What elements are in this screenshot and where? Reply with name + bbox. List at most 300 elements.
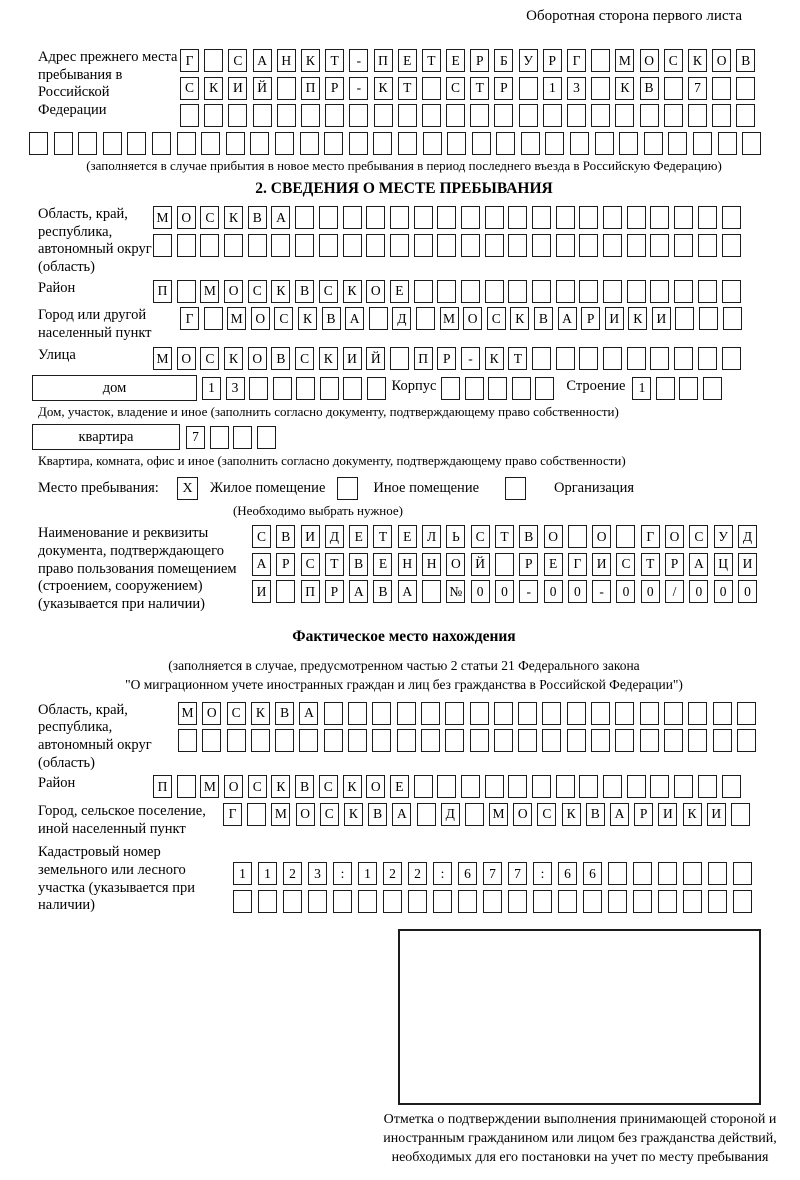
char-box: А [610, 803, 629, 826]
char-box: 7 [688, 77, 707, 100]
char-box: С [319, 280, 338, 303]
stroenie-label: Строение [566, 378, 626, 395]
char-box [204, 307, 223, 330]
prev-address-row-1[interactable] [180, 49, 755, 72]
char-box [693, 132, 712, 155]
char-box [423, 132, 442, 155]
char-box [494, 702, 513, 725]
char-box: М [178, 702, 197, 725]
char-box [650, 280, 669, 303]
char-box [253, 104, 272, 127]
char-box [200, 234, 219, 257]
char-box [591, 77, 610, 100]
char-box [483, 890, 502, 913]
char-box: А [689, 553, 708, 576]
char-box [437, 206, 456, 229]
char-box [532, 206, 551, 229]
char-box: 3 [226, 377, 245, 400]
char-box [683, 862, 702, 885]
char-box: Т [398, 77, 417, 100]
char-box: И [738, 553, 757, 576]
char-box [698, 234, 717, 257]
char-box [485, 775, 504, 798]
char-box: Г [567, 49, 586, 72]
stroenie-row[interactable] [632, 377, 722, 400]
char-box [494, 104, 513, 127]
char-box: И [592, 553, 611, 576]
char-box [579, 206, 598, 229]
char-box [532, 280, 551, 303]
actual-region-row-2[interactable] [178, 729, 756, 752]
char-box [650, 206, 669, 229]
actual-location-title: Фактическое место нахождения [292, 627, 516, 645]
char-box [567, 729, 586, 752]
char-box: Р [519, 553, 538, 576]
char-box [177, 132, 196, 155]
char-box: 6 [583, 862, 602, 885]
char-box [233, 426, 252, 449]
document-row-1[interactable] [252, 525, 757, 548]
region-row-2[interactable] [153, 234, 741, 257]
char-box [226, 132, 245, 155]
char-box: Г [223, 803, 242, 826]
house-note: Дом, участок, владение и иное (заполнить согласно документу, подтверждающему право собственности) [38, 404, 619, 420]
apartment-block [32, 424, 770, 450]
street-block [38, 347, 770, 370]
char-box: Т [325, 49, 344, 72]
char-box: В [640, 77, 659, 100]
char-box [712, 104, 731, 127]
char-box [508, 234, 527, 257]
char-box: С [200, 347, 219, 370]
char-box [204, 49, 223, 72]
korpus-row[interactable] [441, 377, 554, 400]
char-box: Е [390, 775, 409, 798]
street-label: Улица [38, 347, 76, 364]
char-box [627, 347, 646, 370]
region-block [38, 206, 770, 277]
char-box: 0 [738, 580, 757, 603]
char-box: К [510, 307, 529, 330]
char-box [422, 77, 441, 100]
char-box: Е [398, 49, 417, 72]
char-box [276, 580, 295, 603]
char-box [233, 890, 252, 913]
char-box [674, 775, 693, 798]
char-box: П [153, 280, 172, 303]
char-box: Д [738, 525, 757, 548]
char-box: К [615, 77, 634, 100]
char-box [737, 702, 756, 725]
char-box: С [301, 553, 320, 576]
char-box: В [349, 553, 368, 576]
char-box [674, 206, 693, 229]
char-box: К [628, 307, 647, 330]
char-box: 0 [714, 580, 733, 603]
char-box [688, 702, 707, 725]
char-box [627, 280, 646, 303]
char-box: П [414, 347, 433, 370]
char-box [556, 280, 575, 303]
char-box: О [296, 803, 315, 826]
city-label: Город или другой населенный пункт [38, 307, 152, 341]
stay-type-label: Место пребывания: [38, 480, 159, 497]
char-box [367, 377, 386, 400]
stay-type-checkbox-other[interactable] [337, 477, 358, 500]
char-box [674, 347, 693, 370]
char-box [127, 132, 146, 155]
char-box [718, 132, 737, 155]
char-box: Т [508, 347, 527, 370]
char-box: Й [253, 77, 272, 100]
char-box: Г [180, 49, 199, 72]
char-box: К [374, 77, 393, 100]
char-box [543, 104, 562, 127]
actual-city-row[interactable] [223, 803, 750, 826]
char-box [650, 234, 669, 257]
district-row[interactable] [153, 280, 741, 303]
stay-type-checkbox-residential[interactable]: X [177, 477, 198, 500]
char-box: М [153, 347, 172, 370]
char-box: - [349, 49, 368, 72]
actual-city-block [38, 803, 770, 838]
char-box [627, 206, 646, 229]
cadastral-row-1[interactable] [233, 862, 752, 885]
char-box [674, 234, 693, 257]
document-row-3[interactable] [252, 580, 757, 603]
char-box: 7 [483, 862, 502, 885]
stay-type-block [38, 477, 770, 500]
char-box [437, 234, 456, 257]
char-box [608, 890, 627, 913]
char-box [650, 347, 669, 370]
char-box [633, 890, 652, 913]
char-box: 2 [283, 862, 302, 885]
document-row-2[interactable] [252, 553, 757, 576]
district-label: Район [38, 279, 76, 296]
char-box: Т [325, 553, 344, 576]
char-box [201, 132, 220, 155]
street-row[interactable] [153, 347, 741, 370]
region-row-1[interactable] [153, 206, 741, 229]
char-box: : [533, 862, 552, 885]
char-box: - [519, 580, 538, 603]
char-box: А [271, 206, 290, 229]
char-box [408, 890, 427, 913]
char-box [619, 132, 638, 155]
char-box: Т [495, 525, 514, 548]
char-box: Н [398, 553, 417, 576]
char-box: : [333, 862, 352, 885]
char-box: Ц [714, 553, 733, 576]
char-box: 7 [508, 862, 527, 885]
apartment-type-box[interactable]: квартира [32, 424, 180, 450]
char-box: Н [277, 49, 296, 72]
char-box [535, 377, 554, 400]
char-box: А [398, 580, 417, 603]
char-box: О [463, 307, 482, 330]
char-box [733, 862, 752, 885]
char-box [372, 702, 391, 725]
char-box: Р [325, 77, 344, 100]
char-box [202, 729, 221, 752]
char-box [275, 729, 294, 752]
char-box [445, 702, 464, 725]
char-box [485, 280, 504, 303]
char-box [644, 132, 663, 155]
char-box [421, 702, 440, 725]
char-box [615, 729, 634, 752]
char-box [579, 347, 598, 370]
confirmation-stamp-box [398, 929, 761, 1105]
cadastral-row-2[interactable] [233, 890, 752, 913]
char-box [742, 132, 761, 155]
char-box [532, 775, 551, 798]
char-box: Й [471, 553, 490, 576]
char-box: С [180, 77, 199, 100]
char-box: У [714, 525, 733, 548]
char-box: С [320, 803, 339, 826]
char-box [556, 234, 575, 257]
char-box [333, 890, 352, 913]
stay-type-checkbox-organization[interactable] [505, 477, 526, 500]
char-box [283, 890, 302, 913]
char-box [180, 104, 199, 127]
char-box [616, 525, 635, 548]
actual-district-row[interactable] [153, 775, 741, 798]
char-box [722, 206, 741, 229]
char-box [688, 104, 707, 127]
char-box: 0 [495, 580, 514, 603]
char-box: К [319, 347, 338, 370]
char-box [488, 377, 507, 400]
char-box [545, 132, 564, 155]
char-box [658, 862, 677, 885]
prev-address-note: (заполняется в случае прибытия в новое место пребывания в период последнего въезда в Российскую Федерацию) [86, 158, 722, 173]
char-box: 1 [632, 377, 651, 400]
char-box: Л [422, 525, 441, 548]
char-box: № [446, 580, 465, 603]
confirmation-note: Отметка о подтверждении выполнения принимающей стороной и иностранным гражданином или лицом без гражданства действий, необходимых для его постановки на учет по месту пребывания [383, 1112, 777, 1166]
char-box [608, 862, 627, 885]
char-box [496, 132, 515, 155]
house-number-row[interactable] [202, 377, 386, 400]
char-box [518, 702, 537, 725]
char-box [591, 729, 610, 752]
char-box: К [271, 775, 290, 798]
document-label: Наименование и реквизиты документа, подтверждающего право пользования помещением (строением, сооружением) (указывается при наличии) [38, 525, 237, 612]
char-box: К [343, 775, 362, 798]
char-box: У [519, 49, 538, 72]
char-box: С [319, 775, 338, 798]
char-box [295, 234, 314, 257]
char-box: В [586, 803, 605, 826]
char-box: С [689, 525, 708, 548]
char-box: К [688, 49, 707, 72]
char-box: М [440, 307, 459, 330]
char-box [664, 702, 683, 725]
char-box [615, 702, 634, 725]
char-box [703, 377, 722, 400]
char-box: В [534, 307, 553, 330]
char-box [277, 77, 296, 100]
stay-type-option-other: Иное помещение [373, 480, 480, 497]
char-box: И [252, 580, 271, 603]
char-box [277, 104, 296, 127]
char-box: К [271, 280, 290, 303]
char-box: Г [641, 525, 660, 548]
city-block [38, 307, 770, 342]
char-box [433, 890, 452, 913]
char-box: А [392, 803, 411, 826]
char-box [664, 104, 683, 127]
prev-address-row-3[interactable] [180, 104, 755, 127]
char-box: А [349, 580, 368, 603]
char-box: С [664, 49, 683, 72]
char-box: 1 [358, 862, 377, 885]
char-box: П [153, 775, 172, 798]
char-box [722, 280, 741, 303]
char-box: Р [543, 49, 562, 72]
char-box [679, 377, 698, 400]
district-block [38, 280, 770, 303]
char-box [414, 280, 433, 303]
char-box: 0 [616, 580, 635, 603]
char-box [441, 377, 460, 400]
char-box [29, 132, 48, 155]
char-box: О [366, 775, 385, 798]
char-box [416, 307, 435, 330]
char-box: Т [641, 553, 660, 576]
char-box [414, 206, 433, 229]
char-box [567, 702, 586, 725]
prev-address-row-4[interactable] [29, 132, 770, 155]
char-box: И [228, 77, 247, 100]
char-box: С [487, 307, 506, 330]
char-box: 2 [408, 862, 427, 885]
char-box: : [433, 862, 452, 885]
apartment-number-row[interactable] [186, 426, 276, 449]
prev-address-row-2[interactable] [180, 77, 755, 100]
char-box: - [592, 580, 611, 603]
char-box [369, 307, 388, 330]
char-box [713, 729, 732, 752]
char-box [556, 347, 575, 370]
char-box [627, 234, 646, 257]
house-type-box[interactable]: дом [32, 375, 197, 401]
char-box: Т [373, 525, 392, 548]
char-box: М [271, 803, 290, 826]
char-box [470, 702, 489, 725]
char-box: 6 [458, 862, 477, 885]
actual-city-label: Город, сельское поселение, иной населенный пункт [38, 802, 206, 837]
char-box [698, 775, 717, 798]
char-box: С [252, 525, 271, 548]
char-box: В [248, 206, 267, 229]
char-box [445, 729, 464, 752]
char-box: О [202, 702, 221, 725]
cadastral-block [38, 844, 770, 917]
char-box: К [224, 347, 243, 370]
char-box [591, 702, 610, 725]
char-box [495, 553, 514, 576]
char-box [532, 347, 551, 370]
char-box: А [252, 553, 271, 576]
char-box [343, 377, 362, 400]
house-block [32, 375, 770, 401]
char-box: О [177, 206, 196, 229]
char-box [733, 890, 752, 913]
char-box: С [227, 702, 246, 725]
char-box [723, 307, 742, 330]
char-box: 1 [202, 377, 221, 400]
actual-district-block [38, 775, 770, 798]
char-box [397, 702, 416, 725]
char-box [470, 729, 489, 752]
char-box [308, 890, 327, 913]
char-box [664, 77, 683, 100]
char-box [579, 775, 598, 798]
char-box [736, 77, 755, 100]
char-box: Т [470, 77, 489, 100]
char-box [532, 234, 551, 257]
char-box [373, 132, 392, 155]
char-box [422, 104, 441, 127]
char-box: И [343, 347, 362, 370]
char-box: С [248, 775, 267, 798]
char-box [568, 525, 587, 548]
stay-type-option-organization: Организация [554, 480, 634, 497]
section2-title: 2. СВЕДЕНИЯ О МЕСТЕ ПРЕБЫВАНИЯ [255, 180, 553, 197]
char-box: И [301, 525, 320, 548]
char-box: Р [581, 307, 600, 330]
char-box [103, 132, 122, 155]
stay-type-option-residential: Жилое помещение [210, 480, 326, 497]
actual-region-row-1[interactable] [178, 702, 756, 725]
char-box [295, 206, 314, 229]
char-box [731, 803, 750, 826]
char-box: А [253, 49, 272, 72]
char-box [324, 132, 343, 155]
char-box: Д [392, 307, 411, 330]
char-box [583, 890, 602, 913]
char-box: Г [568, 553, 587, 576]
char-box: В [276, 525, 295, 548]
char-box [494, 729, 513, 752]
char-box [615, 104, 634, 127]
char-box [698, 280, 717, 303]
char-box: В [322, 307, 341, 330]
char-box [210, 426, 229, 449]
actual-region-label: Область, край, республика, автономный округ (область) [38, 701, 152, 771]
char-box: 3 [308, 862, 327, 885]
char-box: О [513, 803, 532, 826]
char-box: Р [437, 347, 456, 370]
char-box: Й [366, 347, 385, 370]
city-row[interactable] [180, 307, 742, 330]
char-box: С [274, 307, 293, 330]
char-box: О [251, 307, 270, 330]
char-box: 1 [543, 77, 562, 100]
char-box [722, 347, 741, 370]
char-box [325, 104, 344, 127]
char-box [258, 890, 277, 913]
char-box: О [544, 525, 563, 548]
char-box: 0 [568, 580, 587, 603]
char-box [519, 104, 538, 127]
char-box [437, 775, 456, 798]
char-box: С [471, 525, 490, 548]
